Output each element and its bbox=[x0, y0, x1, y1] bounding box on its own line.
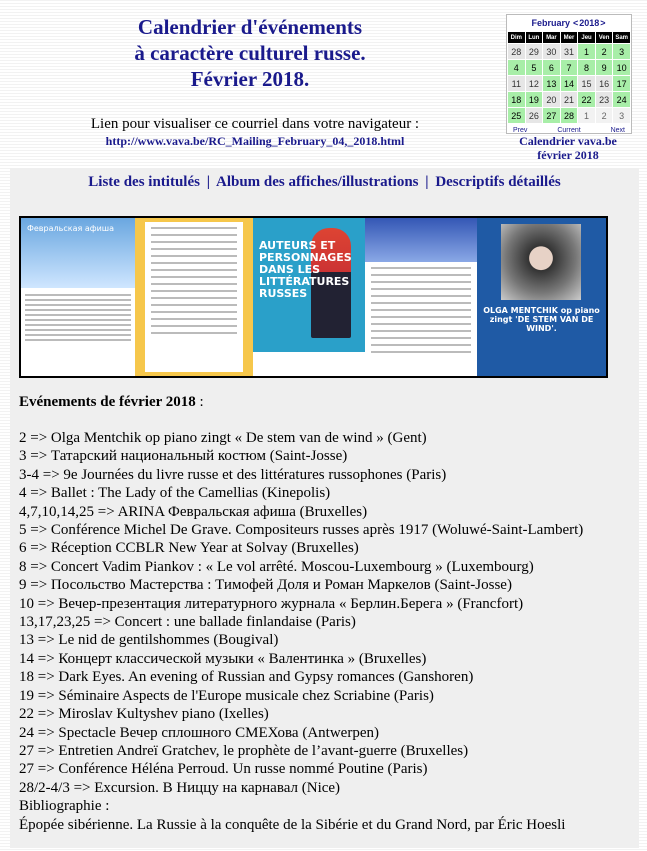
weekday-label: Mar bbox=[543, 32, 561, 44]
nav-link-descriptions[interactable]: Descriptifs détaillés bbox=[435, 174, 561, 190]
event-item[interactable]: 3-4 => 9e Journées du livre russe et des littératures russophones (Paris) bbox=[19, 466, 447, 483]
calendar-day[interactable]: 14 bbox=[560, 76, 578, 92]
event-item[interactable]: 18 => Dark Eyes. An evening of Russian and Gypsy romances (Ganshoren) bbox=[19, 669, 474, 686]
poster-text-lines bbox=[21, 288, 135, 350]
event-item[interactable]: 22 => Miroslav Kultyshev piano (Ixelles) bbox=[19, 706, 269, 723]
calendar-day[interactable]: 17 bbox=[613, 76, 631, 92]
poster-text-lines bbox=[365, 267, 477, 353]
calendar-prev-link[interactable]: Prev bbox=[513, 126, 528, 134]
calendar-day[interactable]: 2 bbox=[595, 44, 613, 60]
mini-calendar bbox=[506, 14, 632, 134]
event-item[interactable]: 3 => Татарский национальный костюм (Saint-Josse) bbox=[19, 448, 348, 465]
event-item[interactable]: 10 => Вечер-презентация литературного журнала « Берлин.Берега » (Francfort) bbox=[19, 595, 524, 612]
poster-document-image bbox=[145, 222, 243, 372]
event-item[interactable]: 8 => Concert Vadim Piankov : « Le vol arrêté. Moscou-Luxembourg » (Luxembourg) bbox=[19, 558, 534, 575]
calendar-day[interactable]: 22 bbox=[578, 92, 596, 108]
calendar-header bbox=[507, 15, 631, 31]
poster-header-image bbox=[365, 218, 477, 262]
poster-portrait-image bbox=[501, 224, 581, 300]
event-item[interactable]: 9 => Посольство Мастерства : Тимофей Доля и Роман Маркелов (Saint-Josse) bbox=[19, 577, 512, 594]
title-line-1: Calendrier d'événements bbox=[137, 15, 363, 39]
event-item[interactable]: 2 => Olga Mentchik op piano zingt « De stem van de wind » (Gent) bbox=[19, 430, 427, 446]
nav-link-album[interactable]: Album des affiches/illustrations bbox=[215, 174, 419, 190]
calendar-year: 2018 bbox=[579, 18, 600, 28]
calendar-day[interactable]: 20 bbox=[543, 92, 561, 108]
calendar-day[interactable]: 16 bbox=[595, 76, 613, 92]
weekday-label: Dim bbox=[508, 32, 526, 44]
poster-logo-strip bbox=[253, 352, 365, 376]
calendar-day[interactable]: 2 bbox=[595, 108, 613, 124]
calendar-month: February bbox=[531, 18, 570, 28]
title-line-2: à caractère culturel russe. bbox=[134, 41, 366, 65]
calendar-day[interactable]: 6 bbox=[543, 60, 561, 76]
event-item[interactable]: 6 => Réception CCBLR New Year at Solvay (Bruxelles) bbox=[19, 540, 359, 557]
poster-sky-image bbox=[21, 218, 135, 288]
calendar-day[interactable]: 12 bbox=[525, 76, 543, 92]
event-item[interactable]: 4 => Ballet : The Lady of the Camellias (Kinepolis) bbox=[19, 485, 331, 502]
nav-separator: | bbox=[206, 174, 211, 190]
calendar-next-link[interactable]: Next bbox=[610, 126, 625, 134]
calendar-day[interactable]: 18 bbox=[508, 92, 526, 108]
events-heading bbox=[19, 394, 204, 411]
event-item[interactable]: 27 => Conférence Héléna Perroud. Un russe nommé Poutine (Paris) bbox=[19, 761, 428, 778]
calendar-day[interactable]: 1 bbox=[578, 44, 596, 60]
calendar-day[interactable]: 27 bbox=[543, 108, 561, 124]
title-line-3: Février 2018. bbox=[190, 67, 310, 91]
event-item[interactable]: 27 => Entretien Andreï Gratchev, le prophète de l’avant-guerre (Bruxelles) bbox=[19, 742, 469, 759]
main-content bbox=[10, 168, 639, 848]
calendar-day[interactable]: 8 bbox=[578, 60, 596, 76]
calendar-prev-arrow[interactable]: < bbox=[572, 18, 579, 28]
poster-arina[interactable] bbox=[21, 218, 135, 376]
calendar-caption-line-1: Calendrier vava.be bbox=[519, 134, 617, 148]
bibliography-item[interactable]: Épopée sibérienne. La Russie à la conquête de la Sibérie et du Grand Nord, par Éric Hoesli bbox=[19, 816, 566, 833]
poster-conference[interactable] bbox=[135, 218, 253, 376]
nav-separator: | bbox=[425, 174, 429, 190]
bibliography-label: Bibliographie : bbox=[19, 798, 110, 815]
posters-banner[interactable] bbox=[19, 216, 608, 378]
calendar-day[interactable]: 31 bbox=[560, 44, 578, 60]
weekday-label: Jeu bbox=[578, 32, 596, 44]
event-item[interactable]: 24 => Spectacle Вечер сплошного СМЕХова (Antwerpen) bbox=[19, 724, 379, 741]
calendar-day[interactable]: 30 bbox=[543, 44, 561, 60]
calendar-current-link[interactable]: Current bbox=[557, 126, 581, 134]
page-title bbox=[50, 14, 450, 92]
calendar-day[interactable]: 1 bbox=[578, 108, 596, 124]
calendar-day[interactable]: 13 bbox=[543, 76, 561, 92]
poster-olga-mentchik[interactable] bbox=[477, 218, 606, 376]
calendar-day[interactable]: 11 bbox=[508, 76, 526, 92]
calendar-caption-line-2: février 2018 bbox=[537, 148, 599, 162]
weekday-label: Ven bbox=[595, 32, 613, 44]
poster-title: Февральская афиша bbox=[27, 224, 114, 233]
header bbox=[0, 0, 647, 170]
browser-link-label: Lien pour visualiser ce courriel dans votre navigateur : bbox=[90, 116, 420, 132]
events-list bbox=[19, 429, 634, 834]
calendar-day[interactable]: 26 bbox=[525, 108, 543, 124]
event-item[interactable]: 13,17,23,25 => Concert : une ballade finlandaise (Paris) bbox=[19, 614, 356, 631]
poster-headline: AUTEURS ET PERSONNAGES DANS LES LITTÉRATURES RUSSES bbox=[259, 239, 352, 300]
calendar-day[interactable]: 28 bbox=[560, 108, 578, 124]
weekday-label: Sam bbox=[613, 32, 631, 44]
calendar-day[interactable]: 29 bbox=[525, 44, 543, 60]
calendar-day[interactable]: 15 bbox=[578, 76, 596, 92]
calendar-day[interactable]: 24 bbox=[613, 92, 631, 108]
events-heading-text: Evénements de février 2018 bbox=[19, 394, 196, 410]
calendar-day[interactable]: 19 bbox=[525, 92, 543, 108]
calendar-grid bbox=[507, 31, 631, 124]
calendar-day[interactable]: 7 bbox=[560, 60, 578, 76]
event-item[interactable]: 5 => Conférence Michel De Grave. Compositeurs russes après 1917 (Woluwé-Saint-Lambert) bbox=[19, 522, 584, 539]
nav-link-titles[interactable]: Liste des intitulés bbox=[88, 174, 200, 190]
weekday-label: Mer bbox=[560, 32, 578, 44]
event-item[interactable]: 14 => Концерт классической музыки « Валентинка » (Bruxelles) bbox=[19, 650, 427, 667]
event-item[interactable]: 28/2-4/3 => Excursion. В Ниццу на карнавал (Nice) bbox=[19, 779, 341, 796]
calendar-day[interactable]: 4 bbox=[508, 60, 526, 76]
calendar-day[interactable]: 10 bbox=[613, 60, 631, 76]
calendar-caption-link[interactable] bbox=[506, 134, 630, 162]
calendar-next-arrow[interactable]: > bbox=[600, 18, 606, 28]
calendar-day[interactable]: 23 bbox=[595, 92, 613, 108]
weekday-label: Lun bbox=[525, 32, 543, 44]
event-item[interactable]: 4,7,10,14,25 => ARINA Февральская афиша (Bruxelles) bbox=[19, 503, 368, 520]
calendar-day[interactable]: 28 bbox=[508, 44, 526, 60]
calendar-day[interactable]: 3 bbox=[613, 108, 631, 124]
calendar-day[interactable]: 25 bbox=[508, 108, 526, 124]
event-item[interactable]: 19 => Séminaire Aspects de l'Europe musicale chez Scriabine (Paris) bbox=[19, 687, 434, 704]
calendar-day[interactable]: 5 bbox=[525, 60, 543, 76]
browser-link[interactable]: http://www.vava.be/RC_Mailing_February_04,_2018.html bbox=[105, 134, 405, 148]
event-item[interactable]: 13 => Le nid de gentilshommes (Bougival) bbox=[19, 632, 279, 649]
poster-book-fair[interactable] bbox=[253, 218, 365, 376]
calendar-day[interactable]: 21 bbox=[560, 92, 578, 108]
section-nav bbox=[10, 174, 639, 191]
poster-invitation[interactable] bbox=[365, 218, 477, 376]
events-heading-colon: : bbox=[195, 394, 204, 410]
poster-caption: OLGA MENTCHIK op piano zingt 'DE STEM VAN DE WIND'. bbox=[483, 306, 600, 333]
calendar-day[interactable]: 3 bbox=[613, 44, 631, 60]
calendar-day[interactable]: 9 bbox=[595, 60, 613, 76]
